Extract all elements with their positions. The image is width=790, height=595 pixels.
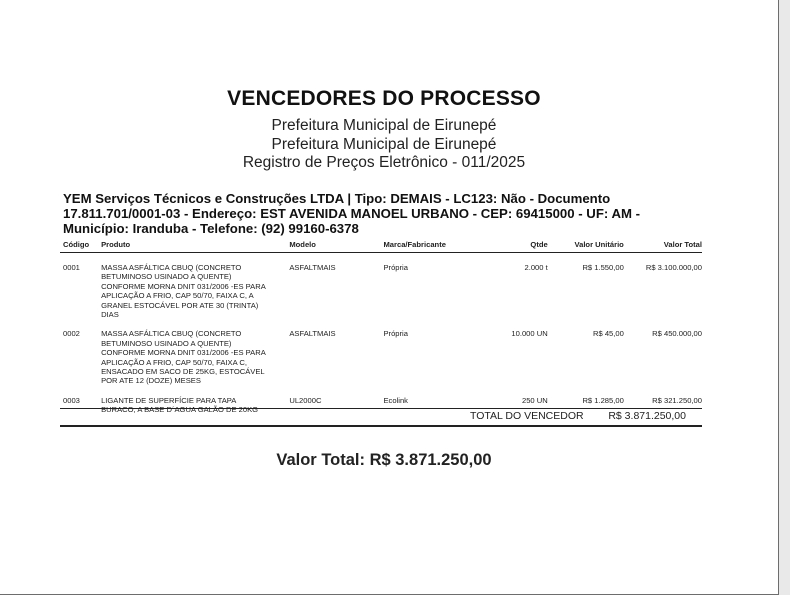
cell-codigo: 0003: [63, 395, 80, 405]
produto-line: BETUMINOSO USINADO A QUENTE): [101, 338, 232, 348]
produto-line: MASSA ASFÁLTICA CBUQ (CONCRETO: [101, 329, 242, 339]
vendor-total-row: [60, 408, 702, 427]
header-marca: Marca/Fabricante: [383, 236, 483, 253]
produto-line: CONFORME MORNA DNIT 031/2006 -ES PARA: [101, 348, 266, 358]
grand-total: Valor Total: R$ 3.871.250,00: [276, 451, 492, 469]
produto-line: MASSA ASFÁLTICA CBUQ (CONCRETO: [101, 263, 242, 272]
vendor-info-line: YEM Serviços Técnicos e Construções LTDA | Tipo: DEMAIS - LC123: Não - Documento: [63, 191, 611, 206]
items-table: [60, 236, 702, 415]
cell-valor-total: R$ 321.250,00: [652, 395, 702, 405]
vendor-total-value: R$ 3.871.250,00: [608, 410, 686, 422]
cell-modelo: ASFALTMAIS: [289, 329, 336, 339]
cell-marca: Própria: [383, 329, 408, 339]
vendor-total-label: TOTAL DO VENCEDOR: [470, 410, 584, 422]
cell-qtde: 250 UN: [521, 395, 548, 405]
produto-line: GRANEL ESTOCÁVEL POR ATE 30 (TRINTA): [101, 300, 259, 310]
cell-valor-unitario: R$ 1.285,00: [582, 395, 624, 405]
document-title: VENCEDORES DO PROCESSO: [227, 87, 541, 110]
cell-qtde: 10.000 UN: [511, 329, 548, 339]
produto-line: APLICAÇÃO A FRIO, CAP 50/70, FAIXA C,: [101, 357, 247, 367]
produto-line: LIGANTE DE SUPERFÍCIE PARA TAPA: [101, 395, 237, 405]
subtitle-line-2: Prefeitura Municipal de Eirunepé: [271, 136, 497, 153]
produto-line: DIAS: [101, 310, 119, 320]
cell-valor-total: R$ 3.100.000,00: [645, 263, 702, 272]
produto-line: APLICAÇÃO A FRIO, CAP 50/70, FAIXA C, A: [101, 291, 254, 301]
subtitle-line-3: Registro de Preços Eletrônico - 011/2025: [242, 154, 526, 171]
table-row: [60, 263, 702, 319]
cell-produto: [101, 329, 289, 385]
cell-marca: Ecolink: [383, 395, 408, 405]
subtitle-line-1: Prefeitura Municipal de Eirunepé: [271, 117, 497, 134]
produto-line: CONFORME MORNA DNIT 031/2006 -ES PARA: [101, 281, 266, 291]
vendor-info-line: 17.811.701/0001-03 - Endereço: EST AVENIDA MANOEL URBANO - CEP: 69415000 - UF: AM -: [63, 206, 641, 221]
cell-valor-total: R$ 450.000,00: [652, 329, 702, 339]
produto-line: ENSACADO EM SACO DE 25KG, ESTOCÁVEL: [101, 367, 265, 377]
vendor-info-line: Município: Iranduba - Telefone: (92) 99160-6378: [63, 221, 359, 236]
cell-valor-unitario: R$ 45,00: [593, 329, 624, 339]
produto-line: BURACO, A BASE D´AGUA GALÃO DE 20KG: [101, 405, 259, 415]
cell-marca: Própria: [383, 263, 408, 272]
cell-modelo: UL2000C: [289, 395, 322, 405]
cell-produto: [101, 263, 289, 319]
header-valor-unitario: Valor Unitário: [548, 236, 624, 253]
cell-valor-unitario: R$ 1.550,00: [582, 263, 624, 272]
viewer-gutter: [779, 0, 790, 595]
cell-qtde: 2.000 t: [524, 263, 548, 272]
cell-codigo: 0002: [63, 329, 80, 339]
header-codigo: Código: [60, 236, 101, 253]
cell-codigo: 0001: [63, 263, 80, 272]
table-row: [60, 329, 702, 385]
table-header-row: [60, 236, 702, 253]
header-produto: Produto: [101, 236, 289, 253]
header-valor-total: Valor Total: [624, 236, 702, 253]
produto-line: POR ATE 12 (DOZE) MESES: [101, 376, 201, 386]
vendor-info: [63, 191, 673, 236]
produto-line: BETUMINOSO USINADO A QUENTE): [101, 272, 232, 282]
header-qtde: Qtde: [484, 236, 548, 253]
cell-modelo: ASFALTMAIS: [289, 263, 336, 272]
header-modelo: Modelo: [289, 236, 383, 253]
